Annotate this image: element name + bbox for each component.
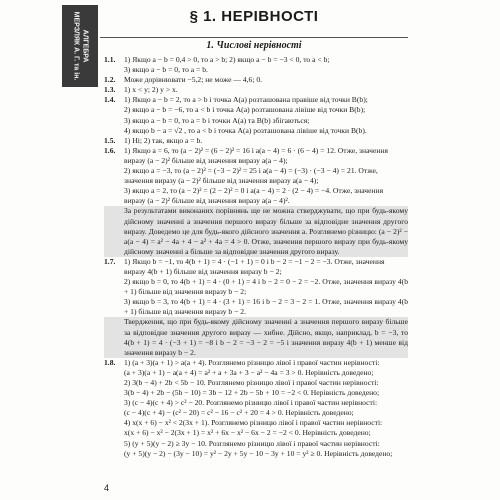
exercise-number: 1.5. — [104, 135, 116, 145]
solution-line — [104, 126, 408, 136]
solution-line — [104, 378, 408, 388]
solution-text: 3(b − 4) + 2b − (5b − 10) = 3b − 12 + 2b − 5b + 10 = −2 < 0. Нерівність доведено; — [124, 388, 380, 398]
exercise-number: 1.3. — [104, 85, 116, 95]
solution-text: 1) Якщо a − b = 2, то a > b і точка A(a) розташована правіше від точки B(b); — [124, 95, 368, 105]
solution-line — [104, 186, 408, 196]
solution-line — [104, 277, 408, 297]
section-title: § 1. НЕРІВНОСТІ — [189, 8, 319, 25]
solution-line — [104, 95, 408, 105]
solution-line — [104, 317, 408, 357]
solution-line — [104, 449, 408, 459]
solution-text: x(x + 6) − x² − 2(3x + 1) = x² + 6x − x² − 6x − 2 = −2 < 0. Нерівність доведено; — [124, 428, 371, 438]
solution-text: 5) (y + 5)(y − 2) ≥ 3y − 10. Розглянемо різницю лівої і правої частин нерівності: — [124, 438, 380, 448]
solution-line — [104, 196, 408, 206]
solution-text: (a + 3)(a + 1) − a(a + 4) = a² + a + 3a + 3 − a² − 4a = 3 > 0. Нерівність доведено; — [124, 367, 374, 377]
solution-text: 2) якщо a = −3, то (a − 2)² = (−3 − 2)² = 25 і a(a − 4) = (−3) · (−3 − 4) = 21. Отже, — [124, 166, 378, 176]
solution-text: 1) Якщо a − b = 0,4 > 0, то a > b; 2) якщо a − b = −3 < 0, то a < b; — [124, 55, 330, 64]
exercise-number: 1.4. — [104, 95, 116, 105]
solution-text: 4) x(x + 6) − x² < 2(3x + 1). Розглянемо різницю лівої і правої частин нерівності: — [124, 418, 383, 428]
solution-text: виразу (a − 2)² більше від значення виразу a(a − 4); — [124, 155, 288, 165]
solution-text: Може дорівнювати −5,2; не може — 4,6; 0. — [124, 75, 263, 85]
solution-text: 1) x < y; 2) y > x. — [124, 85, 178, 95]
page-number: 4 — [104, 483, 110, 493]
solution-text: 2) якщо a − b = −6, то a < b і точка A(a) розташована лівіше від точки B(b); — [124, 105, 366, 115]
solution-text: 1) (a + 3)(a + 1) > a(a + 4). Розглянемо різницю лівої і правої частин нерівності: — [124, 357, 380, 367]
solution-text: За результатами виконаних порівнянь ще не можна стверджувати, що при будь-якому дійсному значенні a значення першого виразу більше за відповідне значення другого виразу. Доведемо це для будь-якого дійсного значення a. Розглянемо різницю: (a − 2)² − a(a − 4) = a² − 4a + 4 − a² + 4a = 4 > 0. Отже, значення першого виразу при будь-якому дійсному значенні a більше за відповідне значення другого виразу. — [124, 206, 408, 256]
solution-text: (y + 5)(y − 2) − (3y − 10) = y² − 2y + 5y − 10 − 3y + 10 = y² ≥ 0. Нерівність доведено; — [124, 448, 393, 458]
exercise-number: 1.6. — [104, 145, 116, 155]
solution-text: Твердження, що при будь-якому дійсному значенні a значення першого виразу більше за відповідне значення другого виразу — хибне. Дійсно, якщо, наприклад, b = −3, то 4(b + 1) = 4 · (−3 + 1) = −8 і b − 2 = −3 − 2 = −5 і значення виразу 4(b + 1) менше від значення виразу b − 2. — [124, 317, 408, 357]
exercise-number: 1.2. — [104, 75, 116, 85]
solution-line — [104, 156, 408, 166]
book-authors: МЕРЗЛЯК А. Г. та ін. — [72, 11, 80, 81]
solution-line — [104, 368, 408, 378]
solution-text: 4) якщо b − a = √2 , то a < b і точка A(a) розташована лівіше від точки B(b). — [124, 125, 367, 135]
book-subject: АЛГЕБРА — [81, 29, 89, 63]
solution-line — [104, 358, 408, 368]
solution-line — [104, 65, 408, 75]
solution-text: 3) якщо b = 3, то 4(b + 1) = 4 · (3 + 1) = 16 і b − 2 = 3 − 2 = 1. Отже, значення виразу 4(b + 1) більше від значення виразу b − 2. — [124, 297, 408, 317]
solution-line — [104, 257, 408, 267]
solution-text: 2) 3(b − 4) + 2b < 5b − 10. Розглянемо різницю лівої і правої частин нерівності: — [124, 378, 379, 387]
solutions-body — [104, 55, 408, 459]
solution-line — [104, 267, 408, 277]
solution-text: (c − 4)(c + 4) − (c² − 20) = c² − 16 − c² + 20 = 4 > 0. Нерівність доведено; — [124, 408, 354, 418]
solution-line — [104, 105, 408, 115]
solution-text: 3) якщо a = 2, то (a − 2)² = (2 − 2)² = 0 і a(a − 4) = 2 · (2 − 4) = −4. Отже, значення — [124, 186, 384, 196]
solution-text: 1) Якщо b = −1, то 4(b + 1) = 4 · (−1 + 1) = 0 і b − 2 = −1 − 2 = −3. Отже, значення — [124, 256, 385, 266]
book-title-tab — [62, 5, 98, 87]
header-divider — [100, 37, 408, 38]
solution-text: виразу 4(b + 1) більше від значення виразу b − 2; — [124, 266, 282, 276]
exercise-number: 1.8. — [104, 357, 116, 367]
solution-line — [104, 136, 408, 146]
solution-line — [104, 166, 408, 176]
solution-line — [104, 398, 408, 408]
solution-line — [104, 75, 408, 85]
solution-line — [104, 428, 408, 438]
solution-text: 3) якщо a − b = 0, то a = b. — [124, 65, 208, 75]
solution-line — [104, 146, 408, 156]
solution-line — [104, 206, 408, 256]
solution-text: значення виразу (a − 2)² більше від значення виразу a(a − 4); — [124, 176, 319, 186]
solution-line — [104, 55, 408, 65]
solution-line — [104, 418, 408, 428]
solution-text: 1) Якщо a = 6, то (a − 2)² = (6 − 2)² = 16 і a(a − 4) = 6 · (6 − 4) = 12. Отже, значення — [124, 145, 388, 155]
solution-text: 1) Ні; 2) так, якщо a = b. — [124, 135, 203, 145]
subsection-title: 1. Числові нерівності — [206, 40, 302, 51]
solution-line — [104, 176, 408, 186]
solution-line — [104, 85, 408, 95]
solution-text: 2) якщо b = 0, то 4(b + 1) = 4 · (0 + 1) = 4 і b − 2 = 0 − 2 = −2. Отже, значення виразу 4(b + 1) більше від значення виразу b − 2; — [124, 277, 408, 297]
solution-line — [104, 297, 408, 317]
solution-text: виразу (a − 2)² більше від значення виразу a(a − 4)². — [124, 196, 290, 206]
solution-text: 3) (c − 4)(c + 4) > c² − 20. Розглянемо різницю лівої і правої частин нерівності: — [124, 398, 378, 408]
solution-line — [104, 388, 408, 398]
solution-line — [104, 408, 408, 418]
exercise-number: 1.7. — [104, 256, 116, 266]
solution-text: 3) якщо a − b = 0, то a = b і точки A(a) та B(b) збігаються; — [124, 115, 310, 125]
exercise-number: 1.1. — [104, 55, 116, 64]
solution-line — [104, 439, 408, 449]
solution-line — [104, 116, 408, 126]
